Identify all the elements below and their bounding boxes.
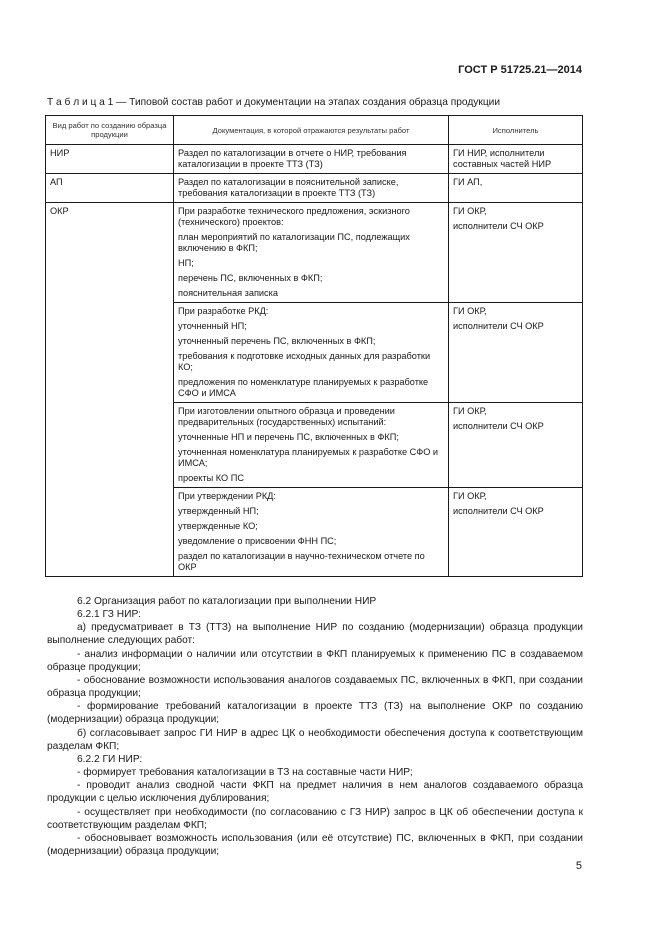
document-number: ГОСТ Р 51725.21—2014 bbox=[458, 64, 582, 76]
paragraph: - формирует требования каталогизации в ТЗ на составные части НИР; bbox=[77, 767, 413, 779]
documentation-line: требования к подготовке исходных данных для разработки КО; bbox=[178, 351, 431, 372]
cell-documentation bbox=[174, 303, 449, 403]
documentation-line: пояснительная записка bbox=[178, 288, 278, 298]
executor-line: ГИ ОКР, bbox=[453, 406, 487, 416]
cell-work-type: АП bbox=[46, 174, 174, 203]
page-number: 5 bbox=[575, 860, 582, 872]
paragraph: - формирование требований каталогизации в проекте ТТЗ (ТЗ) на выполнение ОКР по созданию (модернизации) образца продукции; bbox=[47, 701, 583, 726]
paragraph: - осуществляет при необходимости (по согласованию с ГЗ НИР) запрос в ЦК об обеспечении доступа к соответствующим разделам ФКП; bbox=[47, 806, 583, 831]
documentation-line: уточненная номенклатура планируемых к разработке СФО и ИМСА; bbox=[178, 447, 439, 468]
cell-work-type: НИР bbox=[46, 145, 174, 174]
executor-line: исполнители СЧ ОКР bbox=[453, 321, 544, 331]
executor-line: исполнители СЧ ОКР bbox=[453, 506, 544, 516]
work-documentation-table bbox=[45, 115, 583, 577]
cell-documentation bbox=[174, 145, 449, 174]
documentation-line: НП; bbox=[178, 258, 194, 268]
documentation-line: При утверждении РКД: bbox=[178, 491, 276, 501]
table-header-row bbox=[46, 116, 583, 145]
documentation-line: Раздел по каталогизации в отчете о НИР, требования каталогизации в проекте ТТЗ (ТЗ) bbox=[178, 148, 407, 169]
documentation-line: Раздел по каталогизации в пояснительной записке, требования каталогизации в проекте ТТЗ (ТЗ) bbox=[178, 177, 399, 198]
documentation-line: уточненный НП; bbox=[178, 321, 247, 331]
table-caption: Т а б л и ц а 1 — Типовой состав работ и документации на этапах создания образца продукции bbox=[47, 97, 501, 108]
paragraph: - обоснование возможности использования аналогов создаваемых ПС, включенных в ФКП, при создании образца продукции; bbox=[47, 674, 583, 700]
cell-documentation bbox=[174, 488, 449, 577]
paragraph: б) согласовывает запрос ГИ НИР в адрес ЦК о необходимости обеспечения доступа к соответствующим разделам ФКП; bbox=[47, 727, 583, 752]
executor-line: ГИ НИР, исполнители составных частей НИР bbox=[453, 148, 552, 169]
column-header-work-type: Вид работ по созданию образца продукции bbox=[46, 116, 174, 145]
documentation-line: уточненные НП и перечень ПС, включенных в ФКП; bbox=[178, 432, 399, 442]
section-heading: 6.2 Организация работ по каталогизации при выполнении НИР bbox=[77, 596, 377, 607]
cell-executor bbox=[449, 145, 583, 174]
column-header-documentation: Документация, в которой отражаются результаты работ bbox=[174, 116, 449, 145]
paragraph: - анализ информации о наличии или отсутствии в ФКП планируемых к применению ПС в создаваемом образце продукции; bbox=[47, 648, 583, 673]
cell-documentation bbox=[174, 403, 449, 488]
cell-executor bbox=[449, 403, 583, 488]
documentation-line: утвержденный НП; bbox=[178, 506, 259, 516]
cell-executor bbox=[449, 488, 583, 577]
paragraph: - проводит анализ сводной части ФКП на предмет наличия в нем аналогов создаваемого образца продукции с целью исключения дублирования; bbox=[47, 780, 583, 805]
documentation-line: перечень ПС, включенных в ФКП; bbox=[178, 273, 323, 283]
executor-line: исполнители СЧ ОКР bbox=[453, 221, 544, 231]
documentation-line: При разработке технического предложения, эскизного (технического) проектов: bbox=[178, 206, 410, 227]
executor-line: ГИ ОКР, bbox=[453, 306, 487, 316]
executor-line: ГИ ОКР, bbox=[453, 491, 487, 501]
cell-work-type: ОКР bbox=[46, 203, 174, 577]
cell-documentation bbox=[174, 174, 449, 203]
documentation-line: план мероприятий по каталогизации ПС, подлежащих включению в ФКП; bbox=[178, 232, 410, 253]
cell-executor bbox=[449, 303, 583, 403]
cell-executor bbox=[449, 203, 583, 303]
executor-line: ГИ ОКР, bbox=[453, 206, 487, 216]
paragraph: - обосновывает возможность использования (или её отсутствие) ПС, включенных в ФКП, при создании (модернизации) образца продукции; bbox=[47, 832, 583, 857]
cell-documentation bbox=[174, 203, 449, 303]
documentation-line: уведомление о присвоении ФНН ПС; bbox=[178, 536, 337, 546]
table-row bbox=[46, 145, 583, 174]
table-row bbox=[46, 174, 583, 203]
cell-executor bbox=[449, 174, 583, 203]
executor-line: ГИ АП, bbox=[453, 177, 483, 187]
paragraph: а) предусматривает в ТЗ (ТТЗ) на выполнение НИР по созданию (модернизации) образца продукции выполнение следующих работ: bbox=[47, 622, 583, 647]
documentation-line: утвержденные КО; bbox=[178, 521, 258, 531]
documentation-line: уточненный перечень ПС, включенных в ФКП; bbox=[178, 336, 376, 346]
table-row bbox=[46, 203, 583, 303]
documentation-line: предложения по номенклатуре планируемых к разработке СФО и ИМСА bbox=[178, 377, 429, 398]
documentation-line: раздел по каталогизации в научно-техническом отчете по ОКР bbox=[178, 551, 425, 572]
subsection-heading: 6.2.2 ГИ НИР: bbox=[77, 753, 143, 765]
column-header-executor: Исполнитель bbox=[449, 116, 583, 145]
body-text bbox=[47, 595, 583, 858]
documentation-line: При изготовлении опытного образца и проведении предварительных (государственных) испытаний: bbox=[178, 406, 395, 427]
documentation-line: При разработке РКД: bbox=[178, 306, 269, 316]
executor-line: исполнители СЧ ОКР bbox=[453, 421, 544, 431]
subsection-heading: 6.2.1 ГЗ НИР: bbox=[77, 609, 141, 621]
documentation-line: проекты КО ПС bbox=[178, 473, 244, 483]
